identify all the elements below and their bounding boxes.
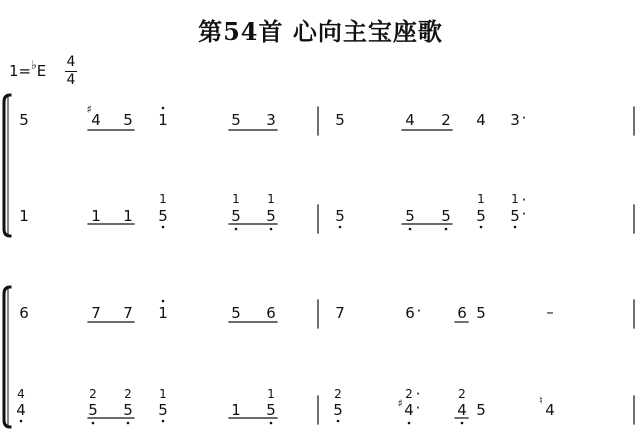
note: 1 <box>267 387 275 401</box>
note: 2 <box>458 387 466 401</box>
octave-dot-group <box>20 107 517 425</box>
note: 4 <box>17 387 25 401</box>
note: 4 <box>404 401 414 419</box>
note: 4 <box>457 401 467 419</box>
note: 5 <box>476 304 486 322</box>
note: 5 <box>441 207 451 225</box>
note: 4 <box>405 111 415 129</box>
note: 5 <box>266 401 276 419</box>
augmentation-dot: · <box>521 205 527 223</box>
note: 1 <box>123 207 133 225</box>
note: 5 <box>266 207 276 225</box>
note: 1 <box>19 207 29 225</box>
augmentation-dot: · <box>415 385 421 403</box>
key-prefix: 1= <box>9 62 32 80</box>
note: 1 <box>159 192 167 206</box>
sharp-icon: ♯ <box>86 103 92 116</box>
note: 3 <box>510 111 520 129</box>
sharp-icon: ♯ <box>397 397 403 410</box>
song-title: 第54首 心向主宝座歌 <box>198 17 443 46</box>
note: 1 <box>158 304 168 322</box>
note: 5 <box>405 207 415 225</box>
note: 7 <box>91 304 101 322</box>
note: 5 <box>231 304 241 322</box>
note: 5 <box>476 207 486 225</box>
note: 1 <box>159 387 167 401</box>
key-letter: E <box>36 62 47 80</box>
note: 5 <box>335 207 345 225</box>
note: 2 <box>405 387 413 401</box>
note: 1 <box>511 192 519 206</box>
note: 4 <box>545 401 555 419</box>
note: 3 <box>266 111 276 129</box>
note: 2 <box>124 387 132 401</box>
note: 1 <box>158 111 168 129</box>
note: 7 <box>123 304 133 322</box>
note: 4 <box>91 111 101 129</box>
note: 6 <box>457 304 467 322</box>
flat-icon: ♭ <box>31 58 37 72</box>
note: 5 <box>476 401 486 419</box>
note: 5 <box>510 207 520 225</box>
note: 1 <box>232 192 240 206</box>
note: 5 <box>88 401 98 419</box>
natural-icon: ♮ <box>539 394 543 407</box>
note: 2 <box>89 387 97 401</box>
time-signature-bottom: 4 <box>66 72 76 88</box>
note: 5 <box>231 207 241 225</box>
note: 5 <box>333 401 343 419</box>
note: 5 <box>335 111 345 129</box>
augmentation-dot: · <box>521 109 527 127</box>
note: 7 <box>335 304 345 322</box>
note: 2 <box>441 111 451 129</box>
note: 1 <box>267 192 275 206</box>
note: 6 <box>19 304 29 322</box>
augmentation-dot: · <box>416 302 422 320</box>
note: 5 <box>123 111 133 129</box>
rest-dash: – <box>546 303 554 321</box>
note: 6 <box>405 304 415 322</box>
note: 5 <box>158 207 168 225</box>
note: 1 <box>477 192 485 206</box>
note: 2 <box>334 387 342 401</box>
note: 4 <box>476 111 486 129</box>
note: 5 <box>19 111 29 129</box>
augmentation-dot: · <box>521 191 527 209</box>
note: 5 <box>231 111 241 129</box>
note: 4 <box>16 401 26 419</box>
note: 5 <box>158 401 168 419</box>
note: 1 <box>91 207 101 225</box>
note: 5 <box>123 401 133 419</box>
augmentation-dot: · <box>415 399 421 417</box>
note: 6 <box>266 304 276 322</box>
note: 1 <box>231 401 241 419</box>
time-signature-top: 4 <box>66 54 76 70</box>
